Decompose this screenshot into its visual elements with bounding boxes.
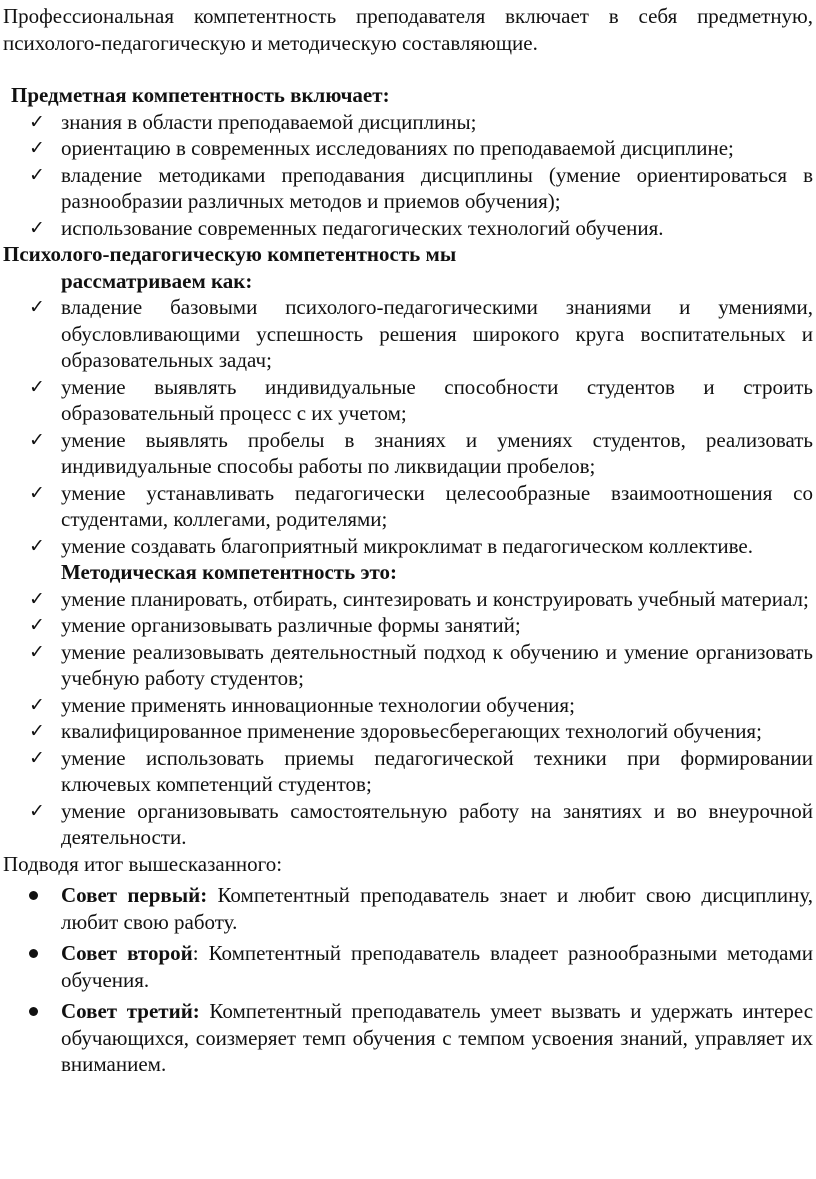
list-item: ✓ умение организовывать различные формы занятий; — [29, 613, 521, 637]
intro-paragraph: Профессиональная компетентность преподавателя включает в себя предметную, психолого-педагогическую и методическую составляющие. — [3, 4, 813, 55]
list-item: ✓ умение организовывать самостоятельную работу на занятиях и во внеурочной деятельности. — [29, 798, 813, 849]
checkmark-icon: ✓ — [29, 375, 45, 398]
list-item: ✓ умение использовать приемы педагогической техники при формировании ключевых компетенций студентов; — [29, 745, 813, 796]
checkmark-icon: ✓ — [29, 163, 45, 186]
tip-text: : Компетентный преподаватель владеет разнообразными методами обучения. — [61, 941, 813, 992]
tip-text: Компетентный преподаватель умеет вызвать и удержать интерес обучающихся, соизмеряет темп обучения с темпом усвоения знаний, управляет их вниманием. — [61, 999, 814, 1076]
checkmark-icon: ✓ — [29, 534, 45, 557]
summary-intro: Подводя итог вышесказанного: — [3, 851, 283, 876]
list-item: ✓ ориентацию в современных исследованиях по преподаваемой дисциплине; — [29, 136, 734, 160]
list-item: ✓ умение создавать благоприятный микроклимат в педагогическом коллективе. — [29, 533, 753, 558]
list-item — [3, 882, 813, 935]
checkmark-icon: ✓ — [29, 296, 45, 318]
checkmark-icon: ✓ — [29, 693, 45, 716]
list-item: ✓ владение базовыми психолого-педагогическими знаниями и умениями, обусловливающими успешность решения широкого круга воспитательных и образовательных задач; — [29, 295, 813, 372]
list-item — [3, 998, 813, 1078]
list-item: ✓ умение выявлять индивидуальные способности студентов и строить образовательный процесс с их учетом; — [29, 374, 813, 425]
checkmark-icon: ✓ — [29, 110, 45, 133]
checkmark-icon: ✓ — [29, 746, 45, 769]
checkmark-icon: ✓ — [29, 216, 45, 239]
list-item: ✓ квалифицированное применение здоровьесберегающих технологий обучения; — [29, 719, 762, 743]
list-item: ✓ умение устанавливать педагогически целесообразные взаимоотношения со студентами, коллегами, родителями; — [29, 480, 813, 531]
checkmark-icon: ✓ — [29, 587, 45, 610]
list-item: ✓ знания в области преподаваемой дисциплины; — [29, 109, 477, 134]
tip-label: Совет третий: — [61, 999, 200, 1023]
checkmark-icon: ✓ — [29, 481, 45, 504]
checkmark-icon: ✓ — [29, 614, 45, 636]
bullet-icon — [29, 949, 38, 958]
checkmark-icon: ✓ — [29, 799, 45, 822]
tip-label: Совет первый: — [61, 883, 208, 907]
psych-competence-list — [3, 294, 813, 559]
subject-competence-heading: Предметная компетентность включает: — [11, 83, 390, 107]
method-competence-list — [3, 586, 813, 851]
checkmark-icon: ✓ — [29, 640, 45, 663]
bullet-icon — [29, 1007, 38, 1016]
spacer — [3, 56, 813, 82]
tip-text: Компетентный преподаватель знает и любит свою дисциплину, любит свою работу. — [61, 883, 813, 934]
tips-list — [3, 882, 813, 1078]
list-item: ✓ использование современных педагогических технологий обучения. — [29, 215, 664, 240]
list-item: ✓ умение реализовывать деятельностный подход к обучению и умение организовать учебную работу студентов; — [29, 639, 813, 690]
list-item: ✓ умение применять инновационные технологии обучения; — [29, 692, 575, 717]
list-item — [3, 940, 813, 993]
checkmark-icon: ✓ — [29, 137, 45, 159]
psych-competence-heading: Психолого-педагогическую компетентность мы рассматриваем как: — [3, 242, 457, 293]
list-item: ✓ умение выявлять пробелы в знаниях и умениях студентов, реализовать индивидуальные способы работы по ликвидации пробелов; — [29, 427, 813, 478]
checkmark-icon: ✓ — [29, 720, 45, 742]
bullet-icon — [29, 891, 38, 900]
checkmark-icon: ✓ — [29, 428, 45, 451]
document-page — [3, 3, 813, 1078]
method-competence-heading: Методическая компетентность это: — [61, 560, 398, 584]
list-item: ✓ владение методиками преподавания дисциплины (умение ориентироваться в разнообразии различных методов и приемов обучения); — [29, 162, 813, 213]
tip-label: Совет второй — [61, 941, 193, 965]
list-item: ✓ умение планировать, отбирать, синтезировать и конструировать учебный материал; — [29, 586, 809, 611]
subject-competence-list — [3, 109, 813, 242]
